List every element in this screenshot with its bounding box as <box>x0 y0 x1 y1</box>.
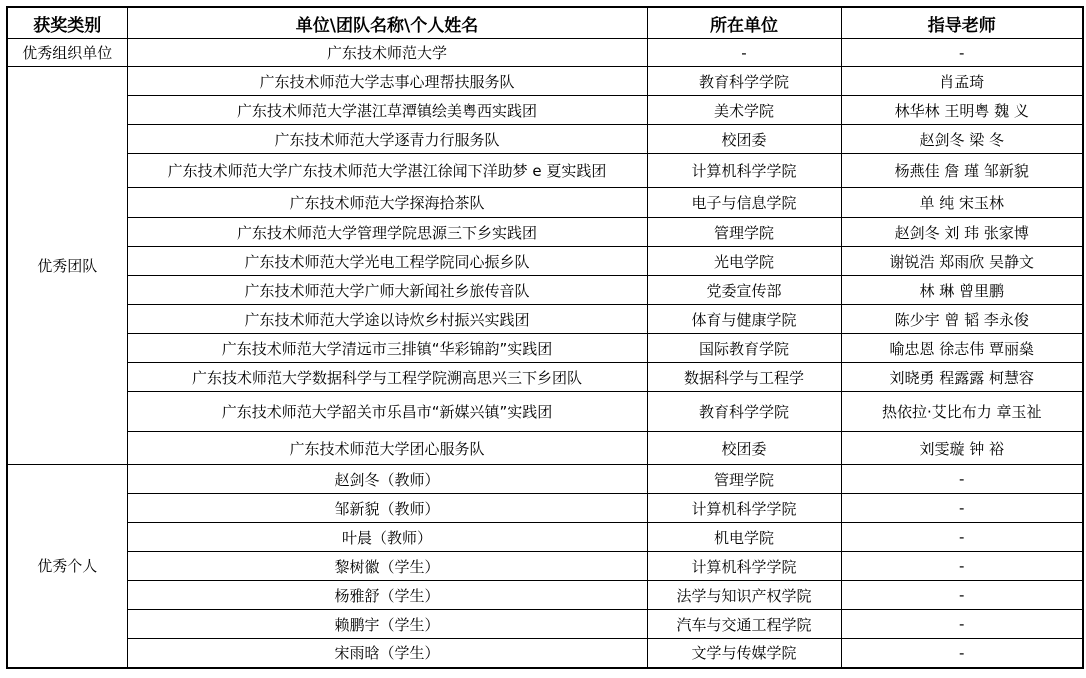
table-row <box>7 523 1083 552</box>
teacher-cell: 热依拉·艾比布力 章玉祉 <box>841 392 1083 432</box>
table-row <box>7 218 1083 247</box>
unit-cell: 数据科学与工程学 <box>647 363 841 392</box>
category-cell: 优秀团队 <box>7 67 127 465</box>
teacher-cell: 杨燕佳 詹 瑾 邹新貌 <box>841 154 1083 188</box>
teacher-cell: - <box>841 610 1083 639</box>
name-cell: 广东技术师范大学清远市三排镇“华彩锦韵”实践团 <box>127 334 647 363</box>
name-cell: 赖鹏宇（学生） <box>127 610 647 639</box>
teacher-cell: 赵剑冬 刘 玮 张家博 <box>841 218 1083 247</box>
table-row <box>7 552 1083 581</box>
name-cell: 广东技术师范大学团心服务队 <box>127 432 647 465</box>
teacher-cell: 喻忠恩 徐志伟 覃丽燊 <box>841 334 1083 363</box>
header-row <box>7 7 1083 39</box>
teacher-cell: 单 纯 宋玉林 <box>841 188 1083 218</box>
unit-cell: 教育科学学院 <box>647 392 841 432</box>
teacher-cell: 陈少宇 曾 韬 李永俊 <box>841 305 1083 334</box>
unit-cell: 计算机科学学院 <box>647 154 841 188</box>
unit-cell: - <box>647 39 841 67</box>
category-cell: 优秀组织单位 <box>7 39 127 67</box>
teacher-cell: - <box>841 639 1083 668</box>
teacher-cell: 赵剑冬 梁 冬 <box>841 125 1083 154</box>
table-row <box>7 188 1083 218</box>
name-cell: 广东技术师范大学韶关市乐昌市“新媒兴镇”实践团 <box>127 392 647 432</box>
name-cell: 广东技术师范大学光电工程学院同心振乡队 <box>127 247 647 276</box>
unit-cell: 美术学院 <box>647 96 841 125</box>
unit-cell: 文学与传媒学院 <box>647 639 841 668</box>
table-row <box>7 276 1083 305</box>
name-cell: 广东技术师范大学管理学院思源三下乡实践团 <box>127 218 647 247</box>
header-name: 单位\团队名称\个人姓名 <box>127 7 647 39</box>
unit-cell: 计算机科学学院 <box>647 494 841 523</box>
unit-cell: 教育科学学院 <box>647 67 841 96</box>
teacher-cell: 刘晓勇 程露露 柯慧容 <box>841 363 1083 392</box>
table-row <box>7 639 1083 668</box>
table-row <box>7 305 1083 334</box>
teacher-cell: 刘雯璇 钟 裕 <box>841 432 1083 465</box>
unit-cell: 法学与知识产权学院 <box>647 581 841 610</box>
table-row <box>7 125 1083 154</box>
teacher-cell: - <box>841 465 1083 494</box>
name-cell: 广东技术师范大学湛江草潭镇绘美粤西实践团 <box>127 96 647 125</box>
table-row <box>7 154 1083 188</box>
teacher-cell: 肖孟琦 <box>841 67 1083 96</box>
unit-cell: 电子与信息学院 <box>647 188 841 218</box>
unit-cell: 光电学院 <box>647 247 841 276</box>
name-cell: 广东技术师范大学广师大新闻社乡旅传音队 <box>127 276 647 305</box>
unit-cell: 体育与健康学院 <box>647 305 841 334</box>
unit-cell: 计算机科学学院 <box>647 552 841 581</box>
table-row <box>7 363 1083 392</box>
name-cell: 黎树徽（学生） <box>127 552 647 581</box>
unit-cell: 党委宣传部 <box>647 276 841 305</box>
name-cell: 广东技术师范大学数据科学与工程学院溯高思兴三下乡团队 <box>127 363 647 392</box>
table-row <box>7 96 1083 125</box>
teacher-cell: 林华林 王明粤 魏 义 <box>841 96 1083 125</box>
header-category: 获奖类别 <box>7 7 127 39</box>
table-row <box>7 39 1083 67</box>
teacher-cell: - <box>841 494 1083 523</box>
teacher-cell: 林 琳 曾里鹏 <box>841 276 1083 305</box>
name-cell: 杨雅舒（学生） <box>127 581 647 610</box>
table-row <box>7 247 1083 276</box>
unit-cell: 管理学院 <box>647 218 841 247</box>
table-row <box>7 610 1083 639</box>
name-cell: 邹新貌（教师） <box>127 494 647 523</box>
awards-sheet <box>6 6 1084 669</box>
teacher-cell: - <box>841 39 1083 67</box>
awards-table <box>6 6 1084 669</box>
table-row <box>7 432 1083 465</box>
header-unit: 所在单位 <box>647 7 841 39</box>
name-cell: 广东技术师范大学 <box>127 39 647 67</box>
name-cell: 广东技术师范大学逐青力行服务队 <box>127 125 647 154</box>
name-cell: 广东技术师范大学广东技术师范大学湛江徐闻下洋助梦 e 夏实践团 <box>127 154 647 188</box>
name-cell: 广东技术师范大学途以诗炊乡村振兴实践团 <box>127 305 647 334</box>
unit-cell: 国际教育学院 <box>647 334 841 363</box>
teacher-cell: - <box>841 523 1083 552</box>
unit-cell: 校团委 <box>647 432 841 465</box>
unit-cell: 汽车与交通工程学院 <box>647 610 841 639</box>
table-row <box>7 392 1083 432</box>
name-cell: 广东技术师范大学志事心理帮扶服务队 <box>127 67 647 96</box>
table-row <box>7 494 1083 523</box>
table-row <box>7 581 1083 610</box>
teacher-cell: 谢锐浩 郑雨欣 吴静文 <box>841 247 1083 276</box>
table-row <box>7 465 1083 494</box>
table-row <box>7 334 1083 363</box>
teacher-cell: - <box>841 552 1083 581</box>
unit-cell: 管理学院 <box>647 465 841 494</box>
teacher-cell: - <box>841 581 1083 610</box>
name-cell: 宋雨晗（学生） <box>127 639 647 668</box>
header-teacher: 指导老师 <box>841 7 1083 39</box>
name-cell: 广东技术师范大学探海拾茶队 <box>127 188 647 218</box>
name-cell: 赵剑冬（教师） <box>127 465 647 494</box>
unit-cell: 机电学院 <box>647 523 841 552</box>
table-row <box>7 67 1083 96</box>
unit-cell: 校团委 <box>647 125 841 154</box>
name-cell: 叶晨（教师） <box>127 523 647 552</box>
category-cell: 优秀个人 <box>7 465 127 668</box>
